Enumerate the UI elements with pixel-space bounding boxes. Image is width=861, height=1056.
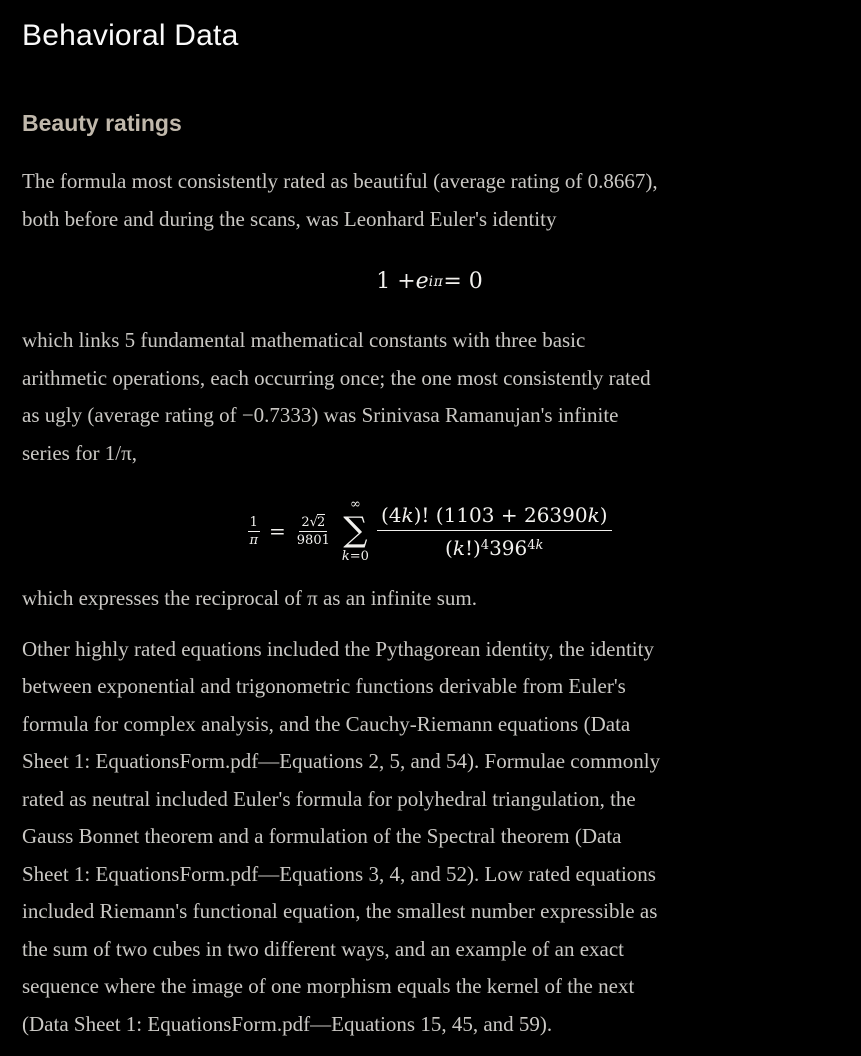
summation-upper-limit: ∞ bbox=[349, 497, 361, 512]
fraction-one-over-pi bbox=[247, 515, 260, 548]
page-title: Behavioral Data bbox=[22, 19, 239, 52]
fraction-denominator: 9801 bbox=[296, 532, 330, 548]
text-line: Sheet 1: EquationsForm.pdf—Equations 2, 5, and 54). Formulae commonly bbox=[22, 749, 661, 773]
text-line: Other highly rated equations included the Pythagorean identity, the identity bbox=[22, 636, 654, 661]
text-line: which expresses the reciprocal of π as an infinite sum. bbox=[22, 586, 477, 610]
text-line: series for 1/π, bbox=[22, 440, 137, 465]
radicand: 2 bbox=[316, 514, 326, 530]
exponent: 4 bbox=[480, 537, 490, 553]
text-line: which links 5 fundamental mathematical constants with three basic bbox=[22, 328, 586, 352]
text-line: formula for complex analysis, and the Cauchy-Riemann equations (Data bbox=[22, 711, 631, 736]
sigma-symbol: ∑ bbox=[343, 510, 368, 550]
formula-term: = 0 bbox=[443, 269, 483, 294]
summation-lower-limit: k=0 bbox=[341, 549, 369, 564]
main-fraction bbox=[377, 502, 612, 561]
text-line: the sum of two cubes in two different ways, and an example of an exact bbox=[22, 936, 625, 961]
text-line: arithmetic operations, each occurring once; the one most consistently rated bbox=[22, 365, 651, 390]
text-line: Gauss Bonnet theorem and a formulation of the Spectral theorem (Data bbox=[22, 824, 622, 848]
fraction-numerator: 2√2 bbox=[301, 514, 326, 530]
fraction-numerator: 1 bbox=[249, 514, 258, 530]
formula-exponent: iπ bbox=[428, 274, 444, 290]
fraction-denominator: $(k!)^4396^{4k}$ bbox=[445, 535, 544, 560]
text-line: The formula most consistently rated as beautiful (average rating of 0.8667), bbox=[22, 169, 658, 193]
summation-operator bbox=[342, 498, 369, 564]
equals-sign: = bbox=[269, 519, 286, 543]
exponent: 4k bbox=[527, 537, 544, 553]
text-line: both before and during the scans, was Leonhard Euler's identity bbox=[22, 206, 557, 231]
fraction-coefficient bbox=[295, 515, 332, 548]
paragraph-other-ratings bbox=[22, 631, 837, 1044]
fraction-denominator: π bbox=[249, 532, 259, 548]
paragraph-euler-description bbox=[22, 322, 837, 472]
radical-sign: √ bbox=[309, 514, 318, 530]
text-line: sequence where the image of one morphism equals the kernel of the next bbox=[22, 974, 635, 998]
ramanujan-series-formula bbox=[22, 498, 837, 564]
text-line: rated as neutral included Euler's formula for polyhedral triangulation, the bbox=[22, 786, 636, 811]
text-line: included Riemann's functional equation, the smallest number expressible as bbox=[22, 899, 658, 923]
euler-identity-formula bbox=[22, 266, 837, 298]
fraction-numerator: (4k)! (1103 + 26390k) bbox=[377, 502, 612, 531]
section-heading-beauty-ratings: Beauty ratings bbox=[22, 110, 182, 136]
text-line: (Data Sheet 1: EquationsForm.pdf—Equations 15, 45, and 59). bbox=[22, 1011, 553, 1036]
formula-term: e bbox=[415, 269, 429, 294]
paragraph-intro bbox=[22, 163, 837, 238]
formula-term: 1 + bbox=[376, 269, 416, 294]
text-line: Sheet 1: EquationsForm.pdf—Equations 3, 4, and 52). Low rated equations bbox=[22, 861, 656, 886]
formula-row bbox=[247, 498, 611, 564]
text-line: between exponential and trigonometric functions derivable from Euler's bbox=[22, 674, 626, 698]
text-line: as ugly (average rating of −0.7333) was Srinivasa Ramanujan's infinite bbox=[22, 403, 619, 427]
paragraph-reciprocal-note bbox=[22, 580, 837, 618]
